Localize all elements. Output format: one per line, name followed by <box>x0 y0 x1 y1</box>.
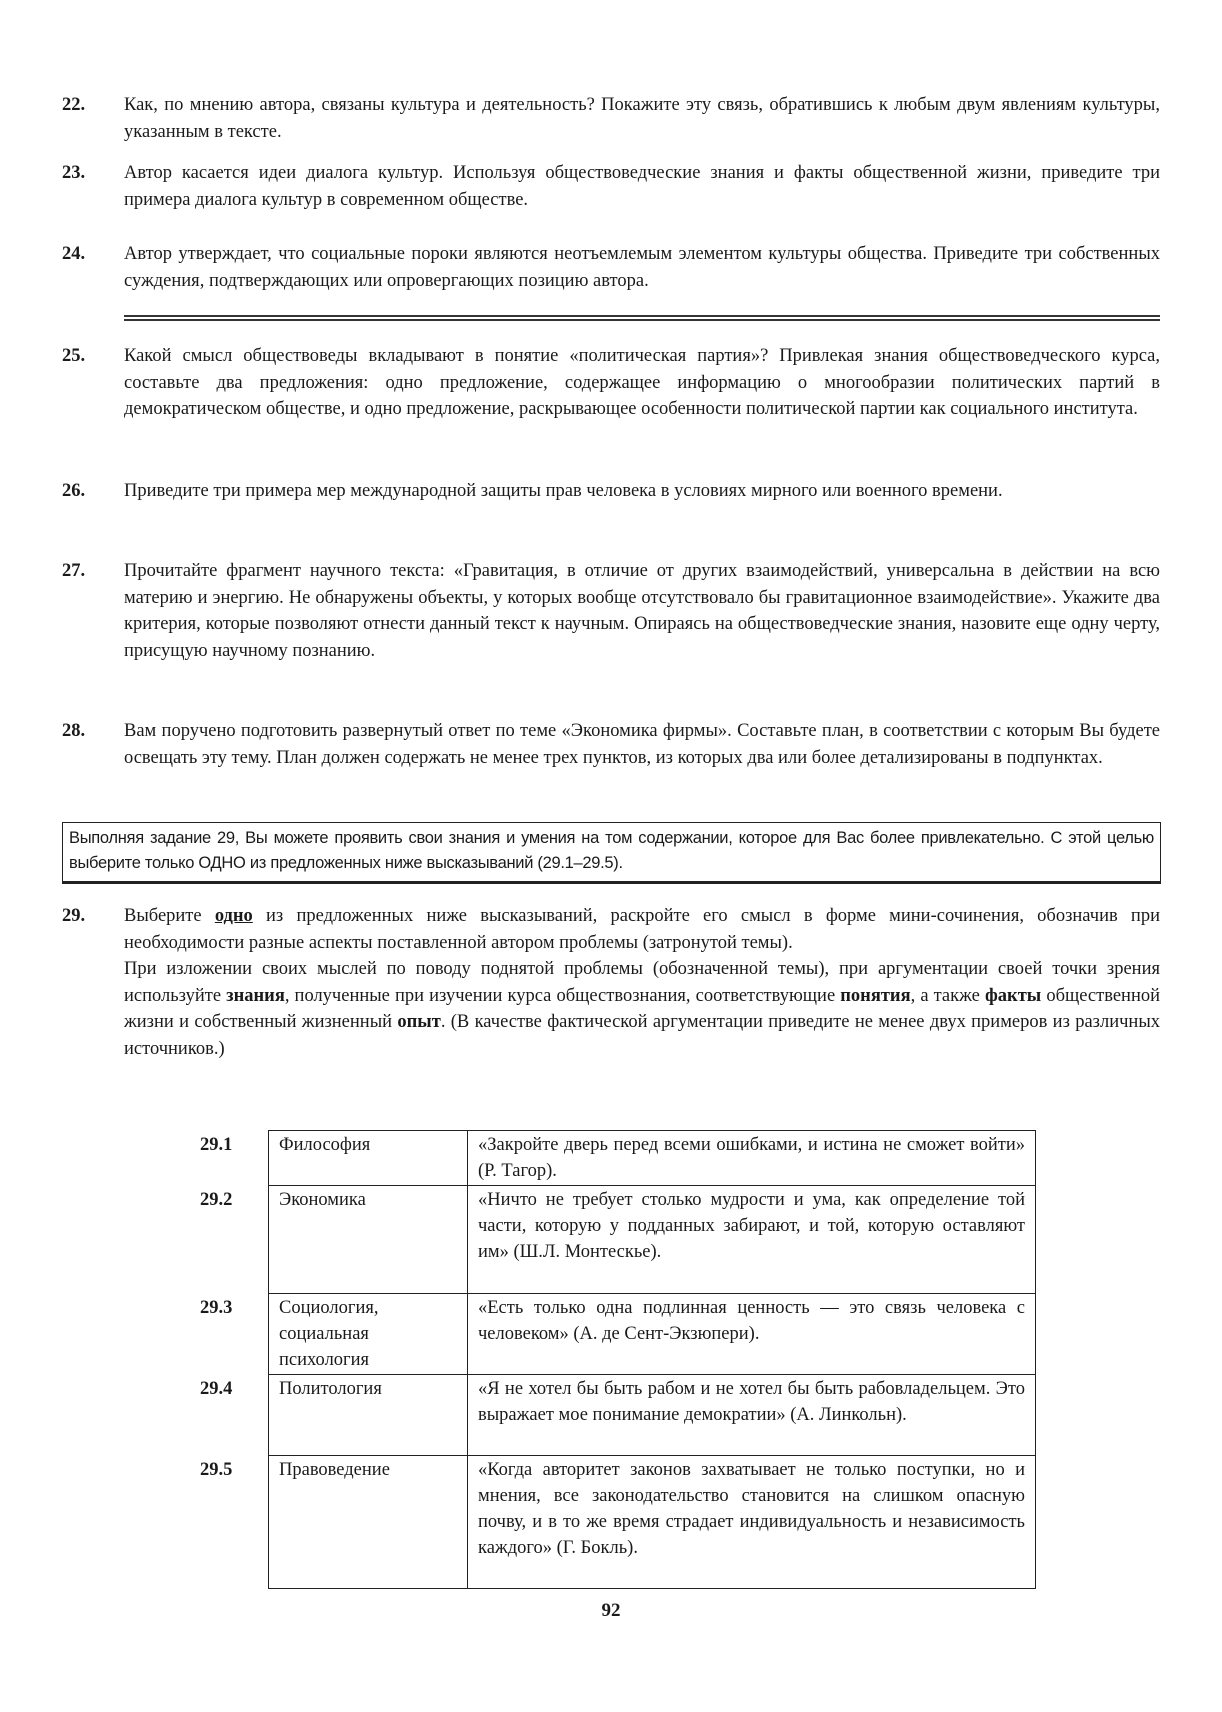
table-row <box>190 1294 1036 1375</box>
question-29 <box>62 903 1160 1062</box>
table-row <box>190 1375 1036 1456</box>
table-row <box>190 1186 1036 1294</box>
statement-number: 29.4 <box>200 1378 233 1399</box>
question-23 <box>62 160 1160 213</box>
question-number: 23. <box>62 163 86 183</box>
statement-subject: Политология <box>269 1375 468 1456</box>
statement-quote: «Я не хотел бы быть рабом и не хотел бы быть рабовладельцем. Это выражает мое понимание демократии» (А. Линкольн). <box>468 1375 1036 1456</box>
instruction-box: Выполняя задание 29, Вы можете проявить свои знания и умения на том содержании, которое для Вас более привлекательно. С этой целью выберите только ОДНО из предложенных ниже высказываний (29.1–29.5). <box>62 822 1161 884</box>
question-text: Автор касается идеи диалога культур. Используя обществоведческие знания и факты общественной жизни, приведите три примера диалога культур в современном обществе. <box>124 163 1160 210</box>
statement-quote: «Ничто не требует столько мудрости и ума, как определение той части, которую у подданных забирают, и той, которую оставляют им» (Ш.Л. Монтескье). <box>468 1186 1036 1294</box>
statement-subject: Правоведение <box>269 1456 468 1589</box>
question-22 <box>62 92 1160 145</box>
statement-subject: Экономика <box>269 1186 468 1294</box>
statement-number: 29.1 <box>200 1134 233 1155</box>
section-divider <box>124 315 1160 321</box>
question-text: Прочитайте фрагмент научного текста: «Гравитация, в отличие от других взаимодействий, универсальна в действии на всю материю и энергию. Не обнаружены объекты, у которых вообще отсутствовало бы гравитационное взаимодействие». Укажите два критерия, которые позволяют отнести данный текст к научным. Опираясь на обществоведческие знания, назовите еще одну черту, присущую научному познанию. <box>124 561 1160 661</box>
statement-quote: «Закройте дверь перед всеми ошибками, и истина не сможет войти» (Р. Тагор). <box>468 1131 1036 1186</box>
question-text: Автор утверждает, что социальные пороки являются неотъемлемым элементом культуры общества. Приведите три собственных суждения, подтверждающих или опровергающих позицию автора. <box>124 244 1160 291</box>
statement-number: 29.2 <box>200 1189 233 1210</box>
question-text: Вам поручено подготовить развернутый ответ по теме «Экономика фирмы». Составьте план, в соответствии с которым Вы будете освещать эту тему. План должен содержать не менее трех пунктов, из которых два или более детализированы в подпунктах. <box>124 721 1160 768</box>
question-text: Какой смысл обществоведы вкладывают в понятие «политическая партия»? Привлекая знания обществоведческого курса, составьте два предложения: одно предложение, содержащее информацию о многообразии политических партий в демократическом обществе, и одно предложение, раскрывающее особенности политической партии как социального института. <box>124 346 1160 419</box>
table-row <box>190 1131 1036 1186</box>
statements-table <box>190 1130 1036 1589</box>
question-26 <box>62 478 1160 505</box>
question-number: 29. <box>62 906 86 926</box>
statement-subject: Социология, социальная психология <box>269 1294 468 1375</box>
question-number: 22. <box>62 95 86 115</box>
statement-number: 29.3 <box>200 1297 233 1318</box>
question-29-paragraph-2: При изложении своих мыслей по поводу поднятой проблемы (обозначенной темы), при аргументации своей точки зрения используйте знания, полученные при изучении курса обществознания, соответствующие понятия, а также факты общественной жизни и собственный жизненный опыт. (В качестве фактической аргументации приведите не менее двух примеров из различных источников.) <box>124 959 1160 1059</box>
table-row <box>190 1456 1036 1589</box>
question-28 <box>62 718 1160 771</box>
question-number: 25. <box>62 346 86 366</box>
statement-quote: «Когда авторитет законов захватывает не только поступки, но и мнения, все законодательство становится на слишком опасную почву, и в то же время страдает индивидуальность и независимость каждого» (Г. Бокль). <box>468 1456 1036 1589</box>
question-number: 27. <box>62 561 86 581</box>
question-27 <box>62 558 1160 664</box>
question-text: Приведите три примера мер международной защиты прав человека в условиях мирного или военного времени. <box>124 481 1003 501</box>
page-number: 92 <box>601 1600 621 1621</box>
question-24 <box>62 241 1160 294</box>
statement-quote: «Есть только одна подлинная ценность — это связь человека с человеком» (А. де Сент-Экзюпери). <box>468 1294 1036 1375</box>
statement-number: 29.5 <box>200 1459 233 1480</box>
question-25 <box>62 343 1160 423</box>
question-text: Как, по мнению автора, связаны культура и деятельность? Покажите эту связь, обратившись к любым двум явлениям культуры, указанным в тексте. <box>124 95 1160 142</box>
question-number: 24. <box>62 244 86 264</box>
question-number: 26. <box>62 481 86 501</box>
question-number: 28. <box>62 721 86 741</box>
statement-subject: Философия <box>269 1131 468 1186</box>
question-29-paragraph-1: Выберите одно из предложенных ниже высказываний, раскройте его смысл в форме мини-сочинения, обозначив при необходимости разные аспекты поставленной автором проблемы (затронутой темы). <box>124 906 1160 953</box>
